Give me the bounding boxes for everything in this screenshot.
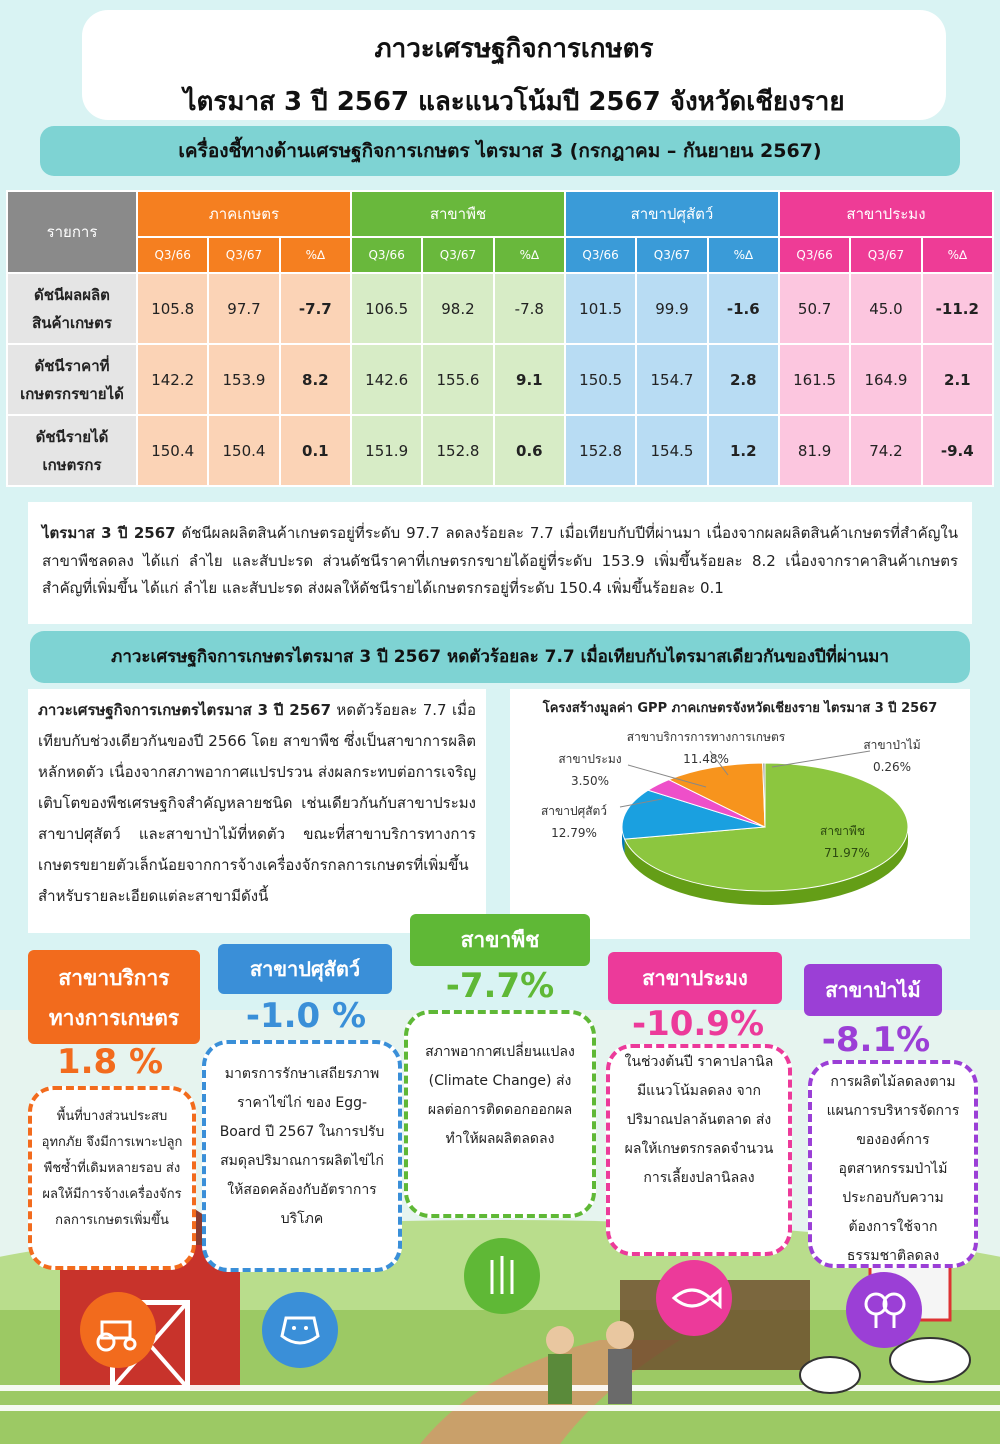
sector-label-forestry: สาขาป่าไม้ (804, 964, 942, 1016)
table-cell: 153.9 (208, 344, 279, 415)
gpp-lead: ภาวะเศรษฐกิจการเกษตรไตรมาส 3 ปี 2567 (38, 701, 332, 719)
table-cell: 155.6 (422, 344, 493, 415)
table-cell: 98.2 (422, 273, 493, 344)
pie-svg (510, 689, 970, 939)
table-cell: 150.4 (137, 415, 208, 486)
table-cell: 105.8 (137, 273, 208, 344)
table-row (7, 415, 993, 486)
table-cell: 150.5 (565, 344, 636, 415)
group-header-livestock: สาขาปศุสัตว์ (565, 191, 779, 237)
pie-label-name: สาขาประมง (558, 752, 622, 766)
row-label: ดัชนีผลผลิต สินค้าเกษตร (7, 273, 137, 344)
sector-pct-agri-service: 1.8 % (56, 1042, 164, 1082)
indicators-banner: เครื่องชี้ทางด้านเศรษฐกิจการเกษตร ไตรมาส 3 (กรกฎาคม – กันยายน 2567) (40, 126, 960, 176)
table-row (7, 344, 993, 415)
group-header-agri: ภาคเกษตร (137, 191, 351, 237)
pie-label-name: สาขาบริการการทางการเกษตร (626, 730, 786, 744)
subheader: Q3/66 (137, 237, 208, 273)
table-cell: -1.6 (708, 273, 779, 344)
gpp-paragraph (28, 689, 486, 933)
sector-label-crop: สาขาพืช (410, 914, 590, 966)
table-cell: 50.7 (779, 273, 850, 344)
gpp-text: หดตัวร้อยละ 7.7 เมื่อเทียบกับช่วงเดียวกันของปี 2566 โดย สาขาพืช ซึ่งเป็นสาขาการผลิตหลักหดตัว เนื่องจากสภาพอากาศแปรปรวน ส่งผลกระทบต่อการเจริญเติบโตของพืชเศรษฐกิจสำคัญหลายชนิด เช่นเดียวกันกับสาขาประมง สาขาปศุสัตว์ และสาขาป่าไม้ที่หดตัว ขณะที่สาขาบริการทางการเกษตรขยายตัวเล็กน้อยจากการจ้างเครื่องจักรกลการเกษตรที่เพิ่มขึ้น สำหรับรายละเอียดแต่ละสาขามีดังนี้ (38, 701, 476, 905)
table-cell: 154.5 (636, 415, 707, 486)
pie-label-value: 11.48% (683, 752, 729, 766)
table-cell: 97.7 (208, 273, 279, 344)
subheader: Q3/66 (779, 237, 850, 273)
table-cell: 8.2 (280, 344, 351, 415)
subheader: Q3/67 (208, 237, 279, 273)
table-cell: -9.4 (922, 415, 993, 486)
table-cell: 161.5 (779, 344, 850, 415)
table-cell: 81.9 (779, 415, 850, 486)
table-cell: 142.2 (137, 344, 208, 415)
table-cell: 2.8 (708, 344, 779, 415)
table-cell: 0.1 (280, 415, 351, 486)
subheader: Q3/67 (850, 237, 921, 273)
sector-pct-fishery: -10.9% (631, 1004, 765, 1044)
sector-pct-livestock: -1.0 % (245, 996, 367, 1036)
table-cell: -7.8 (494, 273, 565, 344)
subheader: %∆ (922, 237, 993, 273)
pie-label-value: 12.79% (551, 826, 597, 840)
subheader: Q3/67 (636, 237, 707, 273)
gpp-pie-chart (510, 689, 970, 939)
tree-icon (846, 1272, 922, 1348)
table-cell: 152.8 (565, 415, 636, 486)
sector-scene (0, 928, 1000, 1444)
sector-card-agri-service: พื้นที่บางส่วนประสบอุทกภัย จึงมีการเพาะปลูกพืชซ้ำที่เดิมหลายรอบ ส่งผลให้มีการจ้างเครื่องจักรกลการเกษตรเพิ่มขึ้น (28, 1086, 196, 1270)
fish-icon (656, 1260, 732, 1336)
pie-label-name: สาขาปศุสัตว์ (540, 804, 608, 818)
table-cell: 99.9 (636, 273, 707, 344)
group-header-fishery: สาขาประมง (779, 191, 993, 237)
cow-icon (262, 1292, 338, 1368)
subheader: %∆ (494, 237, 565, 273)
gpp-banner: ภาวะเศรษฐกิจการเกษตรไตรมาส 3 ปี 2567 หดตัวร้อยละ 7.7 เมื่อเทียบกับไตรมาสเดียวกันของปีที่ผ่านมา (30, 631, 970, 683)
sector-card-fishery: ในช่วงต้นปี ราคาปลานิลมีแนวโน้มลดลง จากปริมาณปลาล้นตลาด ส่งผลให้เกษตรกรลดจำนวนการเลี้ยงปลานิลลง (606, 1044, 792, 1256)
pie-leader-line (772, 751, 870, 767)
table-cell: 9.1 (494, 344, 565, 415)
pie-label-name: สาขาพืช (820, 824, 866, 838)
table-cell: 151.9 (351, 415, 422, 486)
table-cell: -7.7 (280, 273, 351, 344)
row-label: ดัชนีราคาที่ เกษตรกรขายได้ (7, 344, 137, 415)
table-cell: 154.7 (636, 344, 707, 415)
subheader: %∆ (280, 237, 351, 273)
table-cell: 45.0 (850, 273, 921, 344)
pie-label-value: 71.97% (824, 846, 870, 860)
table-cell: 152.8 (422, 415, 493, 486)
sector-label-agri-service: สาขาบริการ ทางการเกษตร (28, 950, 200, 1044)
subheader: %∆ (708, 237, 779, 273)
subheader: Q3/66 (351, 237, 422, 273)
sector-pct-crop: -7.7% (445, 966, 555, 1006)
pie-label-name: สาขาป่าไม้ (863, 738, 921, 752)
table-row (7, 273, 993, 344)
sector-card-livestock: มาตรการรักษาเสถียรภาพราคาไข่ไก่ ของ Egg-Board ปี 2567 ในการปรับสมดุลปริมาณการผลิตไข่ไก่ให้สอดคล้องกับอัตราการบริโภค (202, 1040, 402, 1272)
title-line2: ไตรมาส 3 ปี 2567 และแนวโน้มปี 2567 จังหวัดเชียงราย (183, 87, 845, 117)
title-line1: ภาวะเศรษฐกิจการเกษตร (374, 34, 654, 64)
table-cell: 164.9 (850, 344, 921, 415)
table-cell: 74.2 (850, 415, 921, 486)
table-cell: 106.5 (351, 273, 422, 344)
table-cell: 1.2 (708, 415, 779, 486)
sector-label-fishery: สาขาประมง (608, 952, 782, 1004)
table-cell: 101.5 (565, 273, 636, 344)
chart-title: โครงสร้างมูลค่า GPP ภาคเกษตรจังหวัดเชียงราย ไตรมาส 3 ปี 2567 (542, 701, 938, 716)
sector-pct-forestry: -8.1% (821, 1020, 931, 1060)
title-box (82, 10, 946, 120)
wheat-icon (464, 1238, 540, 1314)
indicator-table (6, 190, 994, 487)
summary-lead: ไตรมาส 3 ปี 2567 (42, 524, 176, 542)
summary-paragraph (28, 502, 972, 624)
table-cell: 2.1 (922, 344, 993, 415)
pie-label-value: 3.50% (570, 774, 610, 788)
tractor-icon (80, 1292, 156, 1368)
sector-label-livestock: สาขาปศุสัตว์ (218, 944, 392, 994)
subheader: Q3/67 (422, 237, 493, 273)
group-header-crop: สาขาพืช (351, 191, 565, 237)
row-label: ดัชนีรายได้ เกษตรกร (7, 415, 137, 486)
sector-card-crop: สภาพอากาศเปลี่ยนแปลง (Climate Change) ส่งผลต่อการติดดอกออกผล ทำให้ผลผลิตลดลง (404, 1010, 596, 1218)
table-cell: -11.2 (922, 273, 993, 344)
pie-label-value: 0.26% (872, 760, 912, 774)
item-header: รายการ (7, 191, 137, 273)
sector-card-forestry: การผลิตไม้ลดลงตามแผนการบริหารจัดการขององค์การอุตสาหกรรมป่าไม้ประกอบกับความต้องการใช้จากธรรมชาติลดลง (808, 1060, 978, 1268)
table-cell: 0.6 (494, 415, 565, 486)
summary-text: ดัชนีผลผลิตสินค้าเกษตรอยู่ที่ระดับ 97.7 ลดลงร้อยละ 7.7 เมื่อเทียบกับปีที่ผ่านมา เนื่องจากผลผลิตสินค้าเกษตรที่สำคัญในสาขาพืชลดลง ได้แก่ ลำไย และสับปะรด ส่วนดัชนีราคาที่เกษตรกรขายได้อยู่ที่ระดับ 153.9 เพิ่มขึ้นร้อยละ 8.2 เนื่องจากราคาสินค้าเกษตรสำคัญที่เพิ่มขึ้น ได้แก่ ลำไย และสับปะรด ส่งผลให้ดัชนีรายได้เกษตรกรอยู่ที่ระดับ 150.4 เพิ่มขึ้นร้อยละ 0.1 (42, 524, 958, 597)
subheader: Q3/66 (565, 237, 636, 273)
table-cell: 142.6 (351, 344, 422, 415)
table-cell: 150.4 (208, 415, 279, 486)
